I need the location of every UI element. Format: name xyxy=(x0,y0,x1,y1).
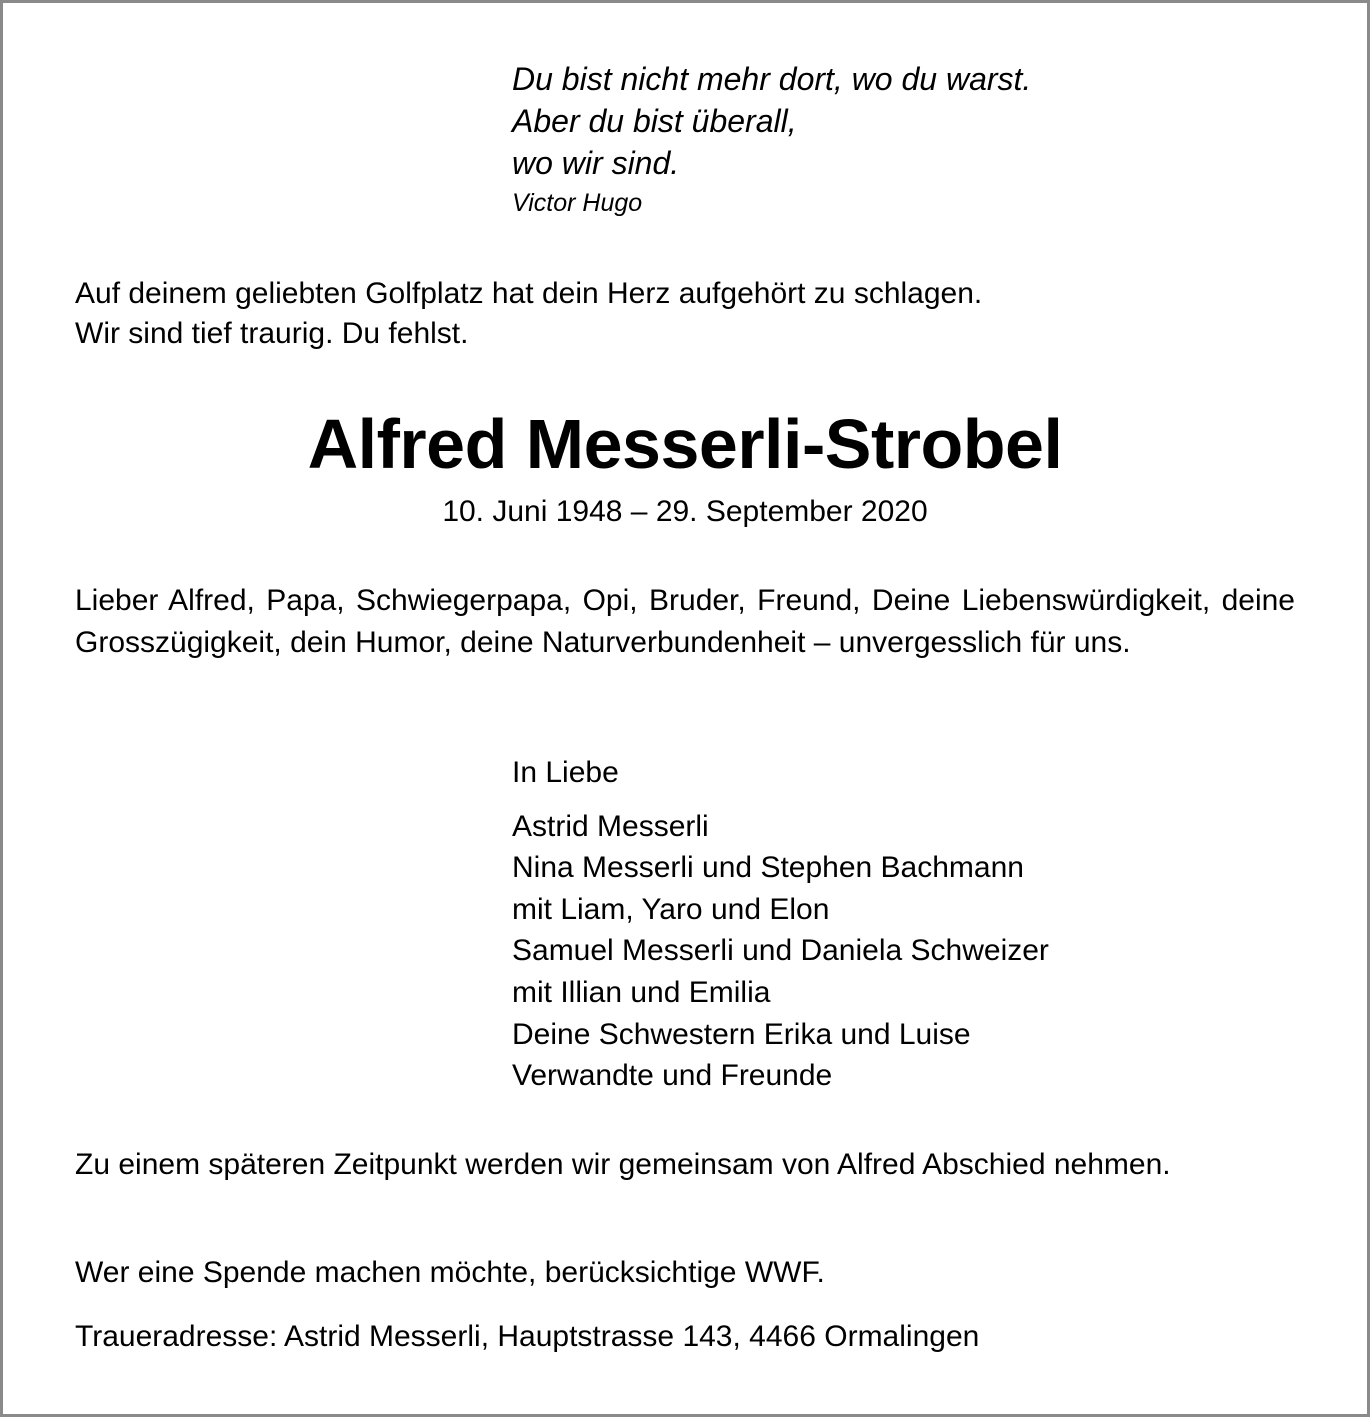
family-member: mit Liam, Yaro und Elon xyxy=(512,892,830,926)
farewell-notice: Zu einem späteren Zeitpunkt werden wir gemeinsam von Alfred Abschied nehmen. xyxy=(75,1148,1171,1181)
family-signature xyxy=(512,752,1312,1097)
epigraph-quote xyxy=(512,58,1312,218)
family-greeting: In Liebe xyxy=(512,756,619,789)
life-dates: 10. Juni 1948 – 29. September 2020 xyxy=(442,495,928,528)
quote-line: Aber du bist überall, xyxy=(512,103,797,139)
family-member: Deine Schwestern Erika und Luise xyxy=(512,1017,971,1051)
donation-notice: Wer eine Spende machen möchte, berücksichtige WWF. xyxy=(75,1256,825,1289)
family-member: Nina Messerli und Stephen Bachmann xyxy=(512,851,1024,885)
deceased-name: Alfred Messerli-Strobel xyxy=(307,405,1063,483)
intro-line: Auf deinem geliebten Golfplatz hat dein Herz aufgehört zu schlagen. xyxy=(75,277,983,310)
intro-text xyxy=(75,274,1295,354)
tribute-paragraph: Lieber Alfred, Papa, Schwiegerpapa, Opi, Bruder, Freund, Deine Liebenswürdigkeit, deine Grosszügigkeit, dein Humor, deine Naturverbundenheit – unvergesslich für uns. xyxy=(75,584,1295,659)
quote-line: Du bist nicht mehr dort, wo du warst. xyxy=(512,61,1032,97)
family-member: mit Illian und Emilia xyxy=(512,975,771,1009)
family-member: Astrid Messerli xyxy=(512,809,709,843)
mourning-address: Traueradresse: Astrid Messerli, Hauptstrasse 143, 4466 Ormalingen xyxy=(75,1320,980,1353)
family-member: Samuel Messerli und Daniela Schweizer xyxy=(512,934,1049,968)
family-member: Verwandte und Freunde xyxy=(512,1059,833,1093)
quote-author: Victor Hugo xyxy=(512,189,643,217)
quote-line: wo wir sind. xyxy=(512,145,680,181)
intro-line: Wir sind tief traurig. Du fehlst. xyxy=(75,317,469,350)
